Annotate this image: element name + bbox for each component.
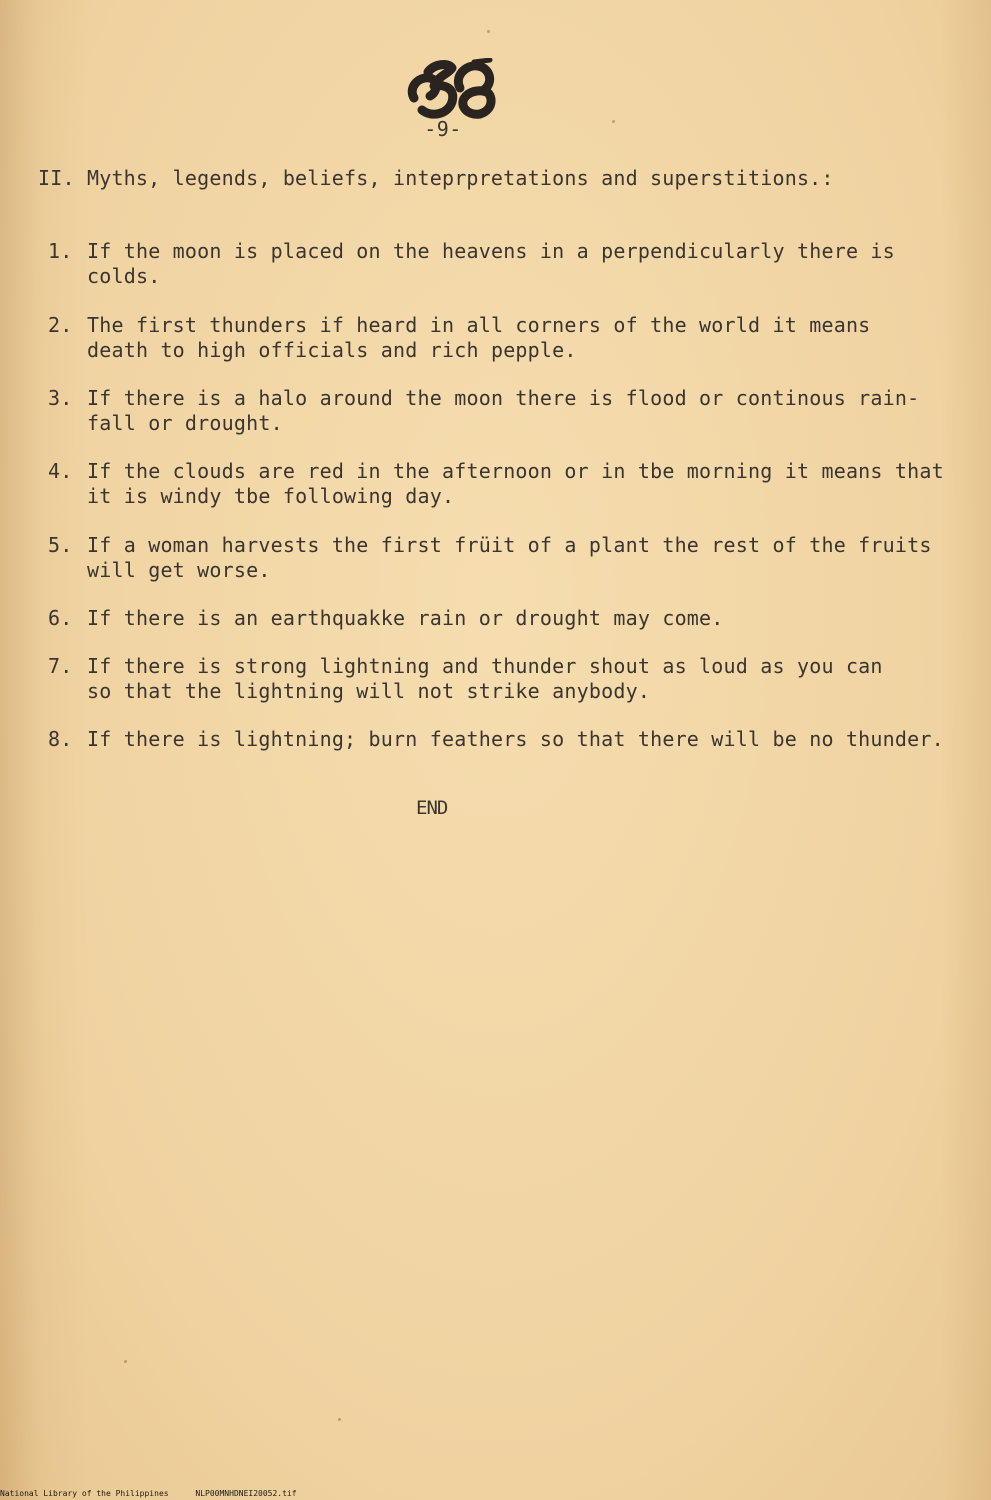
paper-speck: [338, 1418, 341, 1421]
paper-speck: [612, 120, 615, 123]
item-number: 4.: [48, 459, 73, 483]
section-heading: II. Myths, legends, beliefs, inteprpretations and superstitions.:: [38, 166, 834, 190]
item-text-line: will get worse.: [87, 558, 271, 582]
item-text-line: If there is an earthquakke rain or drought may come.: [87, 606, 724, 630]
item-text-line: The first thunders if heard in all corners of the world it means: [87, 313, 871, 337]
page-number: -9-: [424, 117, 462, 141]
item-number: 8.: [48, 727, 73, 751]
item-text-line: fall or drought.: [87, 411, 283, 435]
handwritten-folio-mark: [404, 58, 498, 122]
item-text-line: colds.: [87, 264, 161, 288]
item-text-line: If there is a halo around the moon there is flood or continous rain-: [87, 386, 920, 410]
scan-footer: [0, 1489, 297, 1498]
item-number: 7.: [48, 654, 73, 678]
item-number: 5.: [48, 533, 73, 557]
footer-filename: NLP00MNHDNEI20052.tif: [195, 1489, 297, 1498]
footer-library: National Library of the Philippines: [0, 1489, 169, 1498]
paper-speck: [124, 1360, 127, 1363]
item-text-line: death to high officials and rich pepple.: [87, 338, 577, 362]
item-text-line: it is windy tbe following day.: [87, 484, 455, 508]
item-number: 6.: [48, 606, 73, 630]
paper-speck: [487, 30, 490, 33]
item-text-line: If there is strong lightning and thunder shout as loud as you can: [87, 654, 883, 678]
item-number: 2.: [48, 313, 73, 337]
item-text-line: If the clouds are red in the afternoon or in tbe morning it means that: [87, 459, 944, 483]
item-text-line: If a woman harvests the first früit of a plant the rest of the fruits: [87, 533, 932, 557]
end-mark: END: [416, 797, 448, 819]
item-text-line: If there is lightning; burn feathers so that there will be no thunder.: [87, 727, 944, 751]
item-text-line: If the moon is placed on the heavens in a perpendicularly there is: [87, 239, 895, 263]
item-number: 3.: [48, 386, 73, 410]
item-text-line: so that the lightning will not strike anybody.: [87, 679, 651, 703]
item-number: 1.: [48, 239, 73, 263]
